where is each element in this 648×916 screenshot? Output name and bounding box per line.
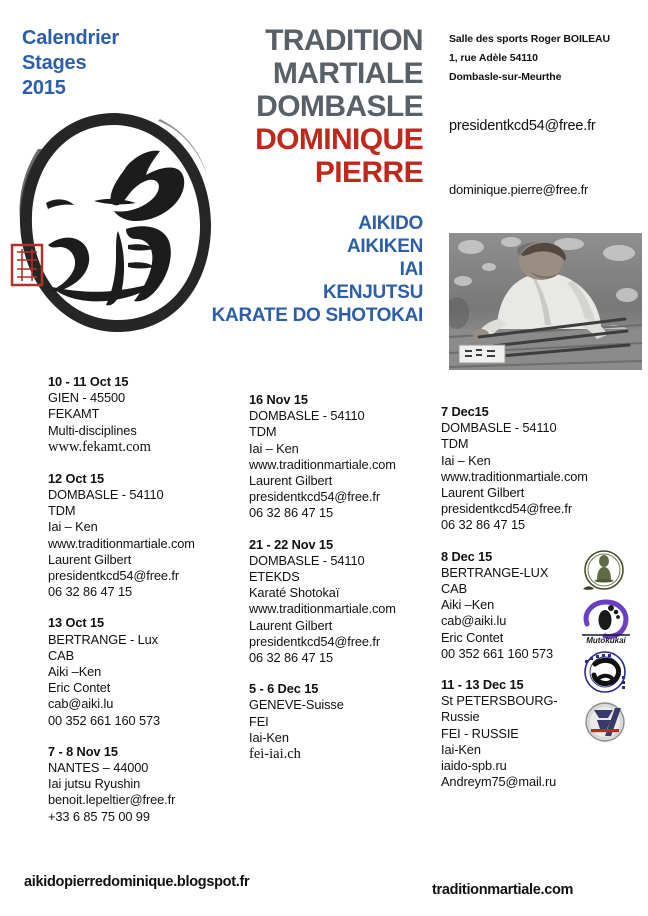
event-detail-line[interactable]: Andreym75@mail.ru [441, 774, 557, 790]
calendar-heading-line-1: Calendrier [22, 27, 119, 49]
event-detail-line: Iai – Ken [441, 452, 491, 468]
disciplines-list [150, 212, 423, 327]
event-detail-line: FEI - RUSSIE [441, 725, 519, 741]
calendar-heading-line-2: Stages [22, 52, 87, 74]
title-line-tradition: TRADITION [265, 24, 423, 57]
event-detail-line: 06 32 86 47 15 [48, 584, 132, 600]
event-detail-line: Laurent Gilbert [441, 485, 525, 501]
event-detail-line: Laurent Gilbert [249, 617, 333, 633]
seated-buddha-circle-logo [577, 548, 635, 596]
event-detail-line[interactable]: benoit.lepeltier@free.fr [48, 792, 176, 808]
event-detail-line: TDM [48, 503, 76, 519]
event-detail-line[interactable]: iaido-spb.ru [441, 758, 507, 774]
footer-blog-link[interactable]: aikidopierredominique.blogspot.fr [24, 874, 250, 890]
event-detail-line: Multi-disciplines [48, 422, 137, 438]
event-entry [441, 404, 591, 534]
title-line-dombasle: DOMBASLE [256, 90, 423, 123]
event-detail-line: FEKAMT [48, 406, 100, 422]
event-detail-line: GENEVE-Suisse [249, 697, 344, 713]
event-detail-line: CAB [48, 647, 75, 663]
title-line-martiale: MARTIALE [272, 57, 423, 90]
event-detail-line: GIEN - 45500 [48, 390, 126, 406]
event-detail-line: DOMBASLE - 54110 [441, 420, 557, 436]
event-detail-line[interactable]: presidentkcd54@free.fr [249, 633, 381, 649]
poster-title [180, 24, 423, 189]
event-entry [48, 471, 238, 601]
event-entry [249, 392, 439, 522]
event-detail-line[interactable]: presidentkcd54@free.fr [441, 501, 573, 517]
event-detail-line: 06 32 86 47 15 [441, 517, 525, 533]
event-date: 10 - 11 Oct 15 [48, 374, 129, 389]
email-dominique[interactable]: dominique.pierre@free.fr [449, 182, 589, 197]
discipline-aikiken: AIKIKEN [346, 236, 423, 257]
federation-logos [577, 548, 639, 748]
events-column-1 [48, 374, 238, 825]
event-date: 7 - 8 Nov 15 [48, 743, 118, 759]
event-detail-line: 06 32 86 47 15 [249, 505, 333, 521]
event-date: 5 - 6 Dec 15 [249, 681, 319, 697]
event-detail-line: TDM [441, 436, 469, 452]
event-detail-line: Iai – Ken [48, 519, 98, 535]
email-president[interactable]: presidentkcd54@free.fr [449, 118, 596, 134]
event-detail-line: 00 352 661 160 573 [441, 645, 554, 661]
event-detail-line: Karaté Shotokaï [249, 585, 340, 601]
event-entry [249, 681, 439, 763]
event-entry [48, 615, 238, 728]
event-detail-line: ETEKDS [249, 569, 300, 585]
event-detail-line[interactable]: fei-iai.ch [249, 746, 301, 763]
event-detail-line[interactable]: presidentkcd54@free.fr [249, 489, 381, 505]
venue-line-street: 1, rue Adèle 54110 [449, 52, 538, 64]
event-detail-line: Eric Contet [441, 629, 504, 645]
event-detail-line: FEI [249, 713, 269, 729]
discipline-kenjutsu: KENJUTSU [322, 282, 423, 303]
event-detail-line: Laurent Gilbert [249, 473, 333, 489]
event-detail-line[interactable]: presidentkcd54@free.fr [48, 568, 180, 584]
event-detail-line: Aiki –Ken [441, 597, 495, 613]
event-detail-line: BERTRANGE - Lux [48, 631, 158, 647]
event-detail-line: Iai jutsu Ryushin [48, 776, 141, 792]
mutokukai-logo-label: Mutokukai [586, 636, 626, 645]
event-date: 12 Oct 15 [48, 470, 105, 486]
event-detail-line: TDM [249, 424, 277, 440]
event-detail-line: CAB [441, 581, 468, 597]
event-date: 16 Nov 15 [249, 392, 308, 407]
event-detail-line: +33 6 85 75 00 99 [48, 808, 150, 824]
japanese-kanji-circle-logo [577, 648, 635, 696]
event-detail-line: St PETERSBOURG- [441, 693, 558, 709]
event-detail-line: Russie [441, 709, 480, 725]
venue-line-hall: Salle des sports Roger BOILEAU [449, 33, 610, 45]
event-detail-line: Iai-Ken [441, 741, 481, 757]
event-date: 8 Dec 15 [441, 548, 493, 564]
event-entry [441, 549, 591, 662]
event-detail-line[interactable]: cab@aiki.lu [48, 696, 114, 712]
event-date: 13 Oct 15 [48, 615, 105, 631]
discipline-aikido: AIKIDO [358, 213, 423, 234]
event-entry [48, 374, 238, 456]
event-detail-line: Iai-Ken [249, 729, 289, 745]
event-detail-line: DOMBASLE - 54110 [48, 487, 164, 503]
discipline-karate-do-shotokai: KARATE DO SHOTOKAI [211, 305, 423, 326]
events-column-2 [249, 392, 439, 763]
event-detail-line: 00 352 661 160 573 [48, 712, 161, 728]
events-column-3 [441, 404, 591, 790]
iaido-practitioner-photo [449, 233, 642, 370]
event-detail-line: DOMBASLE - 54110 [249, 408, 365, 424]
event-date: 7 Dec15 [441, 404, 489, 419]
event-detail-line: Aiki –Ken [48, 664, 102, 680]
discipline-iai: IAI [399, 259, 423, 280]
event-entry [249, 537, 439, 667]
title-line-dominique: DOMINIQUE [255, 123, 423, 156]
event-detail-line: NANTES – 44000 [48, 760, 149, 776]
title-line-pierre: PIERRE [314, 156, 423, 189]
event-date: 21 - 22 Nov 15 [249, 536, 333, 552]
event-detail-line: Eric Contet [48, 680, 111, 696]
event-detail-line: 06 32 86 47 15 [249, 650, 333, 666]
mutokukai-footprint-logo [577, 598, 635, 646]
event-detail-line[interactable]: www.traditionmartiale.com [441, 468, 588, 484]
venue-address [449, 30, 645, 87]
venue-line-city: Dombasle-sur-Meurthe [449, 71, 562, 83]
event-detail-line: BERTRANGE-LUX [441, 564, 549, 580]
event-entry [48, 744, 238, 825]
event-date: 11 - 13 Dec 15 [441, 677, 524, 693]
event-entry [441, 677, 591, 790]
event-detail-line[interactable]: cab@aiki.lu [441, 613, 507, 629]
calendar-heading [22, 26, 119, 101]
event-detail-line[interactable]: www.traditionmartiale.com [48, 535, 195, 551]
event-detail-line[interactable]: www.fekamt.com [48, 438, 151, 455]
event-detail-line[interactable]: www.traditionmartiale.com [249, 601, 396, 617]
event-detail-line: DOMBASLE - 54110 [249, 552, 365, 568]
calendar-heading-line-3: 2015 [22, 77, 66, 99]
fei-shield-logo [577, 698, 635, 746]
event-detail-line[interactable]: www.traditionmartiale.com [249, 456, 396, 472]
event-detail-line: Iai – Ken [249, 440, 299, 456]
event-detail-line: Laurent Gilbert [48, 551, 132, 567]
footer-site-link[interactable]: traditionmartiale.com [432, 882, 574, 898]
